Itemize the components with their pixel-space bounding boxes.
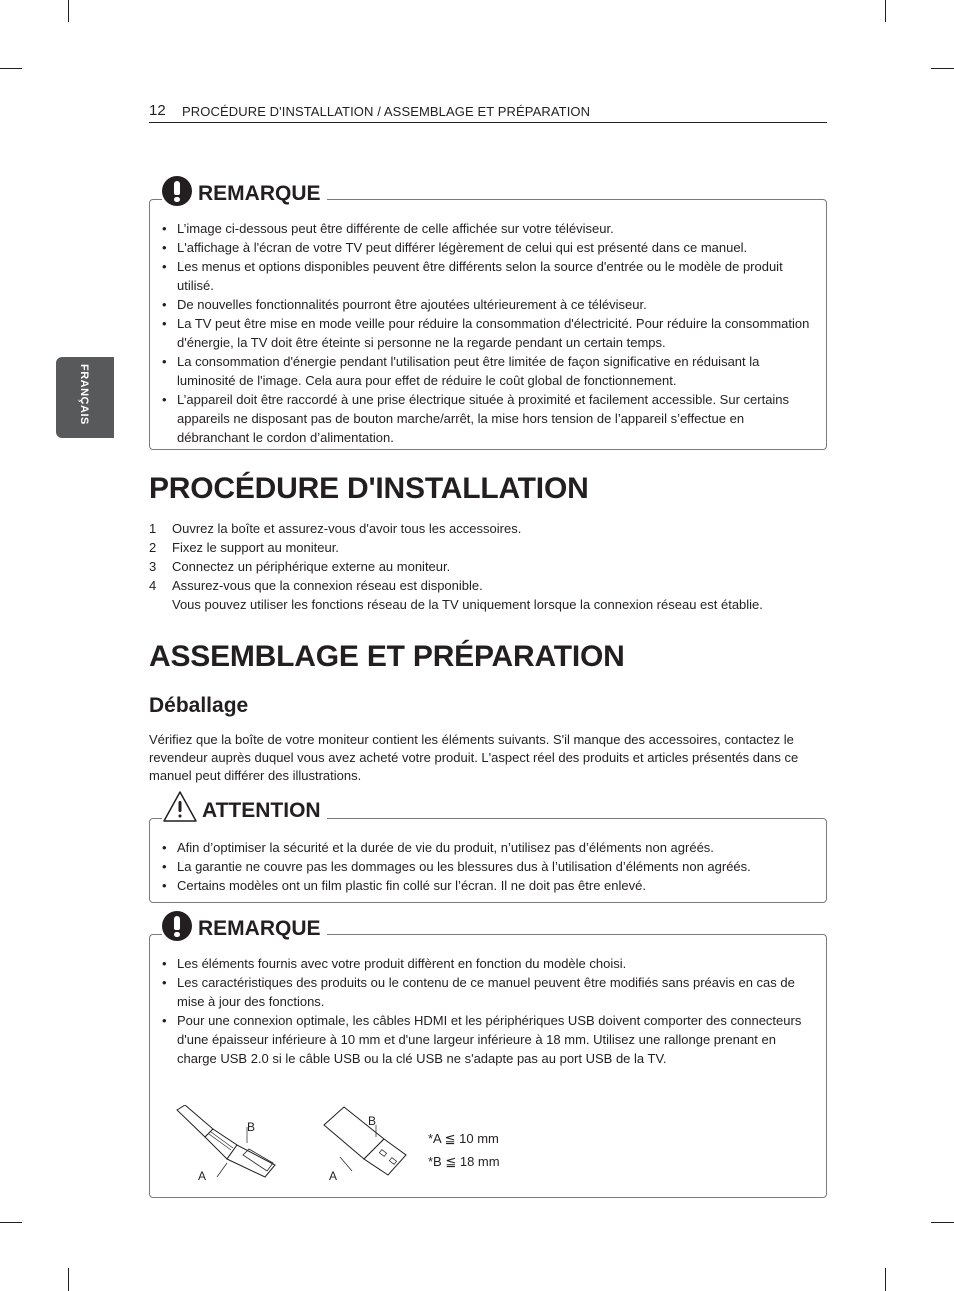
crop-mark xyxy=(931,1222,954,1223)
step-number: 1 xyxy=(149,521,157,536)
attention-box xyxy=(149,799,827,903)
crop-mark xyxy=(68,1268,69,1291)
note-label: REMARQUE xyxy=(198,917,321,940)
step-text: Ouvrez la boîte et assurez-vous d'avoir tous les accessoires. xyxy=(172,521,522,536)
crop-mark xyxy=(885,1268,886,1291)
step-text-continued: Vous pouvez utiliser les fonctions réseau de la TV uniquement lorsque la connexion réseau est établie. xyxy=(172,597,763,612)
note-box-2 xyxy=(149,917,827,1198)
unpacking-paragraph: Vérifiez que la boîte de votre moniteur contient les éléments suivants. S'il manque des accessoires, contactez le revendeur auprès duquel vous avez acheté votre produit. L'aspect réel des produits et articles présentés dans ce manuel peut différer des illustrations. xyxy=(149,732,799,783)
note-item: • Les caractéristiques des produits ou le contenu de ce manuel peuvent être modifiés sans préavis en cas de mise à jour des fonctions. xyxy=(162,973,814,1011)
note-box-2-heading xyxy=(162,911,327,941)
step-text: Fixez le support au moniteur. xyxy=(172,540,339,555)
note-item: • L’appareil doit être raccordé à une prise électrique située à proximité et facilement accessible. Sur certains appareils ne disposant pas de bouton marche/arrêt, la mise hors tension de l’appareil s’effectue en débranchant le cordon d’alimentation. xyxy=(162,390,814,447)
step-item xyxy=(149,538,839,557)
usb-label-b: B xyxy=(368,1114,377,1128)
note-item: • Pour une connexion optimale, les câbles HDMI et les périphériques USB doivent comporter des connecteurs d'une épaisseur inférieure à 10 mm et d'une largeur inférieure à 18 mm. Utilisez une rallonge prenant en charge USB 2.0 si le câble USB ou la clé USB ne s'adapte pas au port USB de la TV. xyxy=(162,1011,814,1068)
hdmi-label-a: A xyxy=(198,1169,207,1183)
usb-label-a: A xyxy=(329,1169,338,1183)
note-item: • L'affichage à l'écran de votre TV peut différer légèrement de celui qui est présenté dans ce manuel. xyxy=(162,238,814,257)
attention-item: • Certains modèles ont un film plastic fin collé sur l’écran. Il ne doit pas être enlevé. xyxy=(162,876,814,895)
note-label: REMARQUE xyxy=(198,182,321,205)
attention-heading xyxy=(162,793,327,823)
note-2-list xyxy=(162,954,814,1068)
attention-item: • Afin d’optimiser la sécurité et la durée de vie du produit, n’utilisez pas d’éléments non agréés. xyxy=(162,838,814,857)
crop-mark xyxy=(0,1222,22,1223)
step-item xyxy=(149,519,839,538)
hdmi-label-b: B xyxy=(247,1120,256,1134)
note-1-list xyxy=(162,219,814,447)
step-number: 3 xyxy=(149,559,157,574)
note-item: • L’image ci-dessous peut être différente de celle affichée sur votre téléviseur. xyxy=(162,219,814,238)
assembly-title: ASSEMBLAGE ET PRÉPARATION xyxy=(149,640,625,673)
measure-b: *B ≦ 18 mm xyxy=(428,1154,500,1169)
attention-item: • La garantie ne couvre pas les dommages ou les blessures dus à l’utilisation d’éléments non agréés. xyxy=(162,857,814,876)
header-title: PROCÉDURE D'INSTALLATION / ASSEMBLAGE ET PRÉPARATION xyxy=(182,104,591,119)
installation-title: PROCÉDURE D'INSTALLATION xyxy=(149,472,589,505)
step-item xyxy=(149,576,839,614)
note-item: • Les éléments fournis avec votre produit diffèrent en fonction du modèle choisi. xyxy=(162,954,814,973)
crop-mark xyxy=(68,0,69,22)
crop-mark xyxy=(0,68,22,69)
note-box-1 xyxy=(149,182,827,450)
exclamation-icon xyxy=(162,176,192,206)
unpacking-subtitle: Déballage xyxy=(149,694,249,717)
note-item: • La consommation d'énergie pendant l'utilisation peut être limitée de façon significative en réduisant la luminosité de l'image. Cela aura pour effet de réduire le coût global de fonctionnement. xyxy=(162,352,814,390)
language-tab-label: FRANÇAIS xyxy=(78,364,90,425)
running-header xyxy=(149,100,827,123)
hdmi-connector-illustration xyxy=(175,1105,285,1185)
note-box-1-heading xyxy=(162,176,327,206)
note-item: • Les menus et options disponibles peuvent être différents selon la source d'entrée ou le modèle de produit utilisé. xyxy=(162,257,814,295)
installation-steps xyxy=(149,519,839,614)
note-item: • De nouvelles fonctionnalités pourront être ajoutées ultérieurement à ce téléviseur. xyxy=(162,295,814,314)
page-number: 12 xyxy=(149,102,166,119)
attention-list xyxy=(162,838,814,895)
exclamation-icon xyxy=(162,911,192,941)
step-number: 2 xyxy=(149,540,157,555)
step-number: 4 xyxy=(149,578,157,593)
warning-triangle-icon xyxy=(162,790,198,823)
crop-mark xyxy=(885,0,886,22)
language-tab xyxy=(56,357,114,438)
step-text: Assurez-vous que la connexion réseau est disponible. xyxy=(172,578,483,593)
crop-mark xyxy=(931,68,954,69)
note-item: • La TV peut être mise en mode veille pour réduire la consommation d'électricité. Pour réduire la consommation d'énergie, la TV doit être éteinte si personne ne la regarde pendant un certain temps. xyxy=(162,314,814,352)
measure-a: *A ≦ 10 mm xyxy=(428,1131,499,1146)
attention-label: ATTENTION xyxy=(202,799,321,822)
step-text: Connectez un périphérique externe au moniteur. xyxy=(172,559,451,574)
step-item xyxy=(149,557,839,576)
